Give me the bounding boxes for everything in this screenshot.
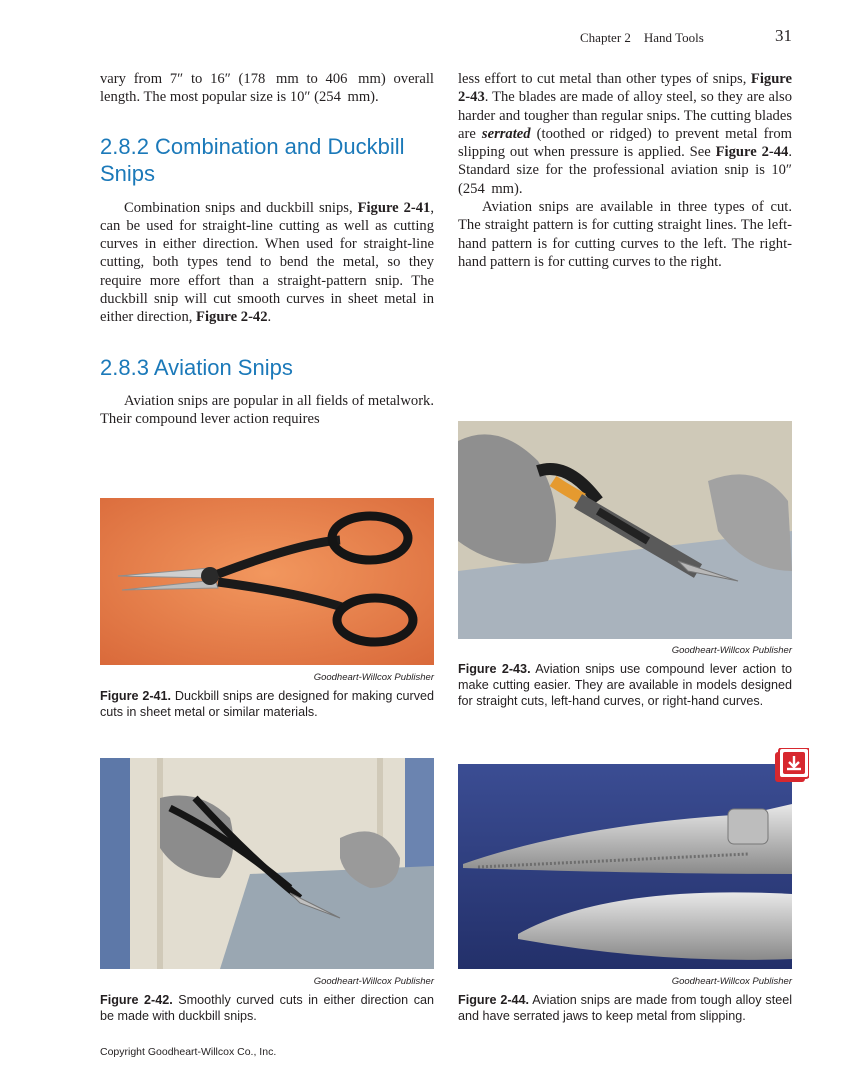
aviation-snips-paragraph-1: less effort to cut metal than other types of snips, Figure 2-43. The blades are made of alloy steel, so they are also harder and tougher than regular snips. The cutting blades are serrated (toothed or ridged) to prevent metal from slipping out when pressure is applied. See Figure 2-44. Standard size for the professional aviation snip is 10″ (254 mm). — [458, 71, 792, 197]
figure-2-43-photo — [458, 421, 792, 639]
figure-2-43-reference[interactable]: Figure 2-43 — [458, 71, 792, 106]
term-serrated: serrated — [481, 125, 531, 142]
figure-2-44-photo — [458, 764, 792, 969]
figure-2-41-caption: Figure 2-41. Duckbill snips are designed for making curved cuts in sheet metal or similar materials. — [100, 689, 435, 719]
aviation-snips-paragraph-2: Aviation snips are available in three types of cut. The straight pattern is for cutting straight lines. The left-hand pattern is for cutting curves to the left. The right-hand pattern is for cutting curves to the right. — [458, 199, 792, 270]
figure-2-41-reference[interactable]: Figure 2-41 — [357, 199, 431, 216]
section-2-8-3-paragraph: Aviation snips are popular in all fields of metalwork. Their compound lever action requires — [100, 392, 434, 427]
media-download-icon[interactable] — [775, 748, 809, 784]
left-text-column — [100, 70, 434, 428]
intro-paragraph: vary from 7″ to 16″ (178 mm to 406 mm) overall length. The most popular size is 10″ (254 mm). — [100, 71, 434, 106]
copyright-footer: Copyright Goodheart-Willcox Co., Inc. — [100, 1046, 277, 1058]
figure-2-41-credit: Goodheart-Willcox Publisher — [313, 672, 434, 683]
section-2-8-3-heading: 2.8.3 Aviation Snips — [100, 354, 293, 380]
figure-2-42-reference[interactable]: Figure 2-42 — [196, 309, 268, 326]
figure-2-43-caption: Figure 2-43. Aviation snips use compound lever action to make cutting easier. They are available in models designed for straight cuts, left-hand curves, or right-hand curves. — [458, 662, 793, 708]
running-header — [0, 28, 849, 48]
figure-2-41-photo — [100, 498, 434, 665]
figure-2-44-caption: Figure 2-44. Aviation snips are made from tough alloy steel and have serrated jaws to keep metal from slipping. — [458, 993, 793, 1023]
figure-2-44-reference[interactable]: Figure 2-44 — [715, 144, 789, 161]
figure-2-43-credit: Goodheart-Willcox Publisher — [671, 645, 792, 656]
figure-2-42-caption: Figure 2-42. Smoothly curved cuts in either direction can be made with duckbill snips. — [100, 993, 434, 1023]
page-number: 31 — [775, 26, 792, 45]
figure-2-42-photo — [100, 758, 434, 969]
section-2-8-2-heading: 2.8.2 Combination and Duckbill Snips — [100, 133, 405, 186]
section-2-8-2-paragraph: Combination snips and duckbill snips, Figure 2-41, can be used for straight-line cutting as well as cutting curves in either direction. When used for straight-line cutting, both types tend to bend the metal, so they require more effort than a straight-pattern snip. The duckbill snip will cut smooth curves in sheet metal in either direction, Figure 2-42. — [100, 199, 434, 326]
right-text-column — [458, 70, 792, 271]
chapter-title: Chapter 2 Hand Tools — [580, 30, 704, 45]
figure-2-44-credit: Goodheart-Willcox Publisher — [671, 976, 792, 987]
figure-2-42-credit: Goodheart-Willcox Publisher — [313, 976, 434, 987]
